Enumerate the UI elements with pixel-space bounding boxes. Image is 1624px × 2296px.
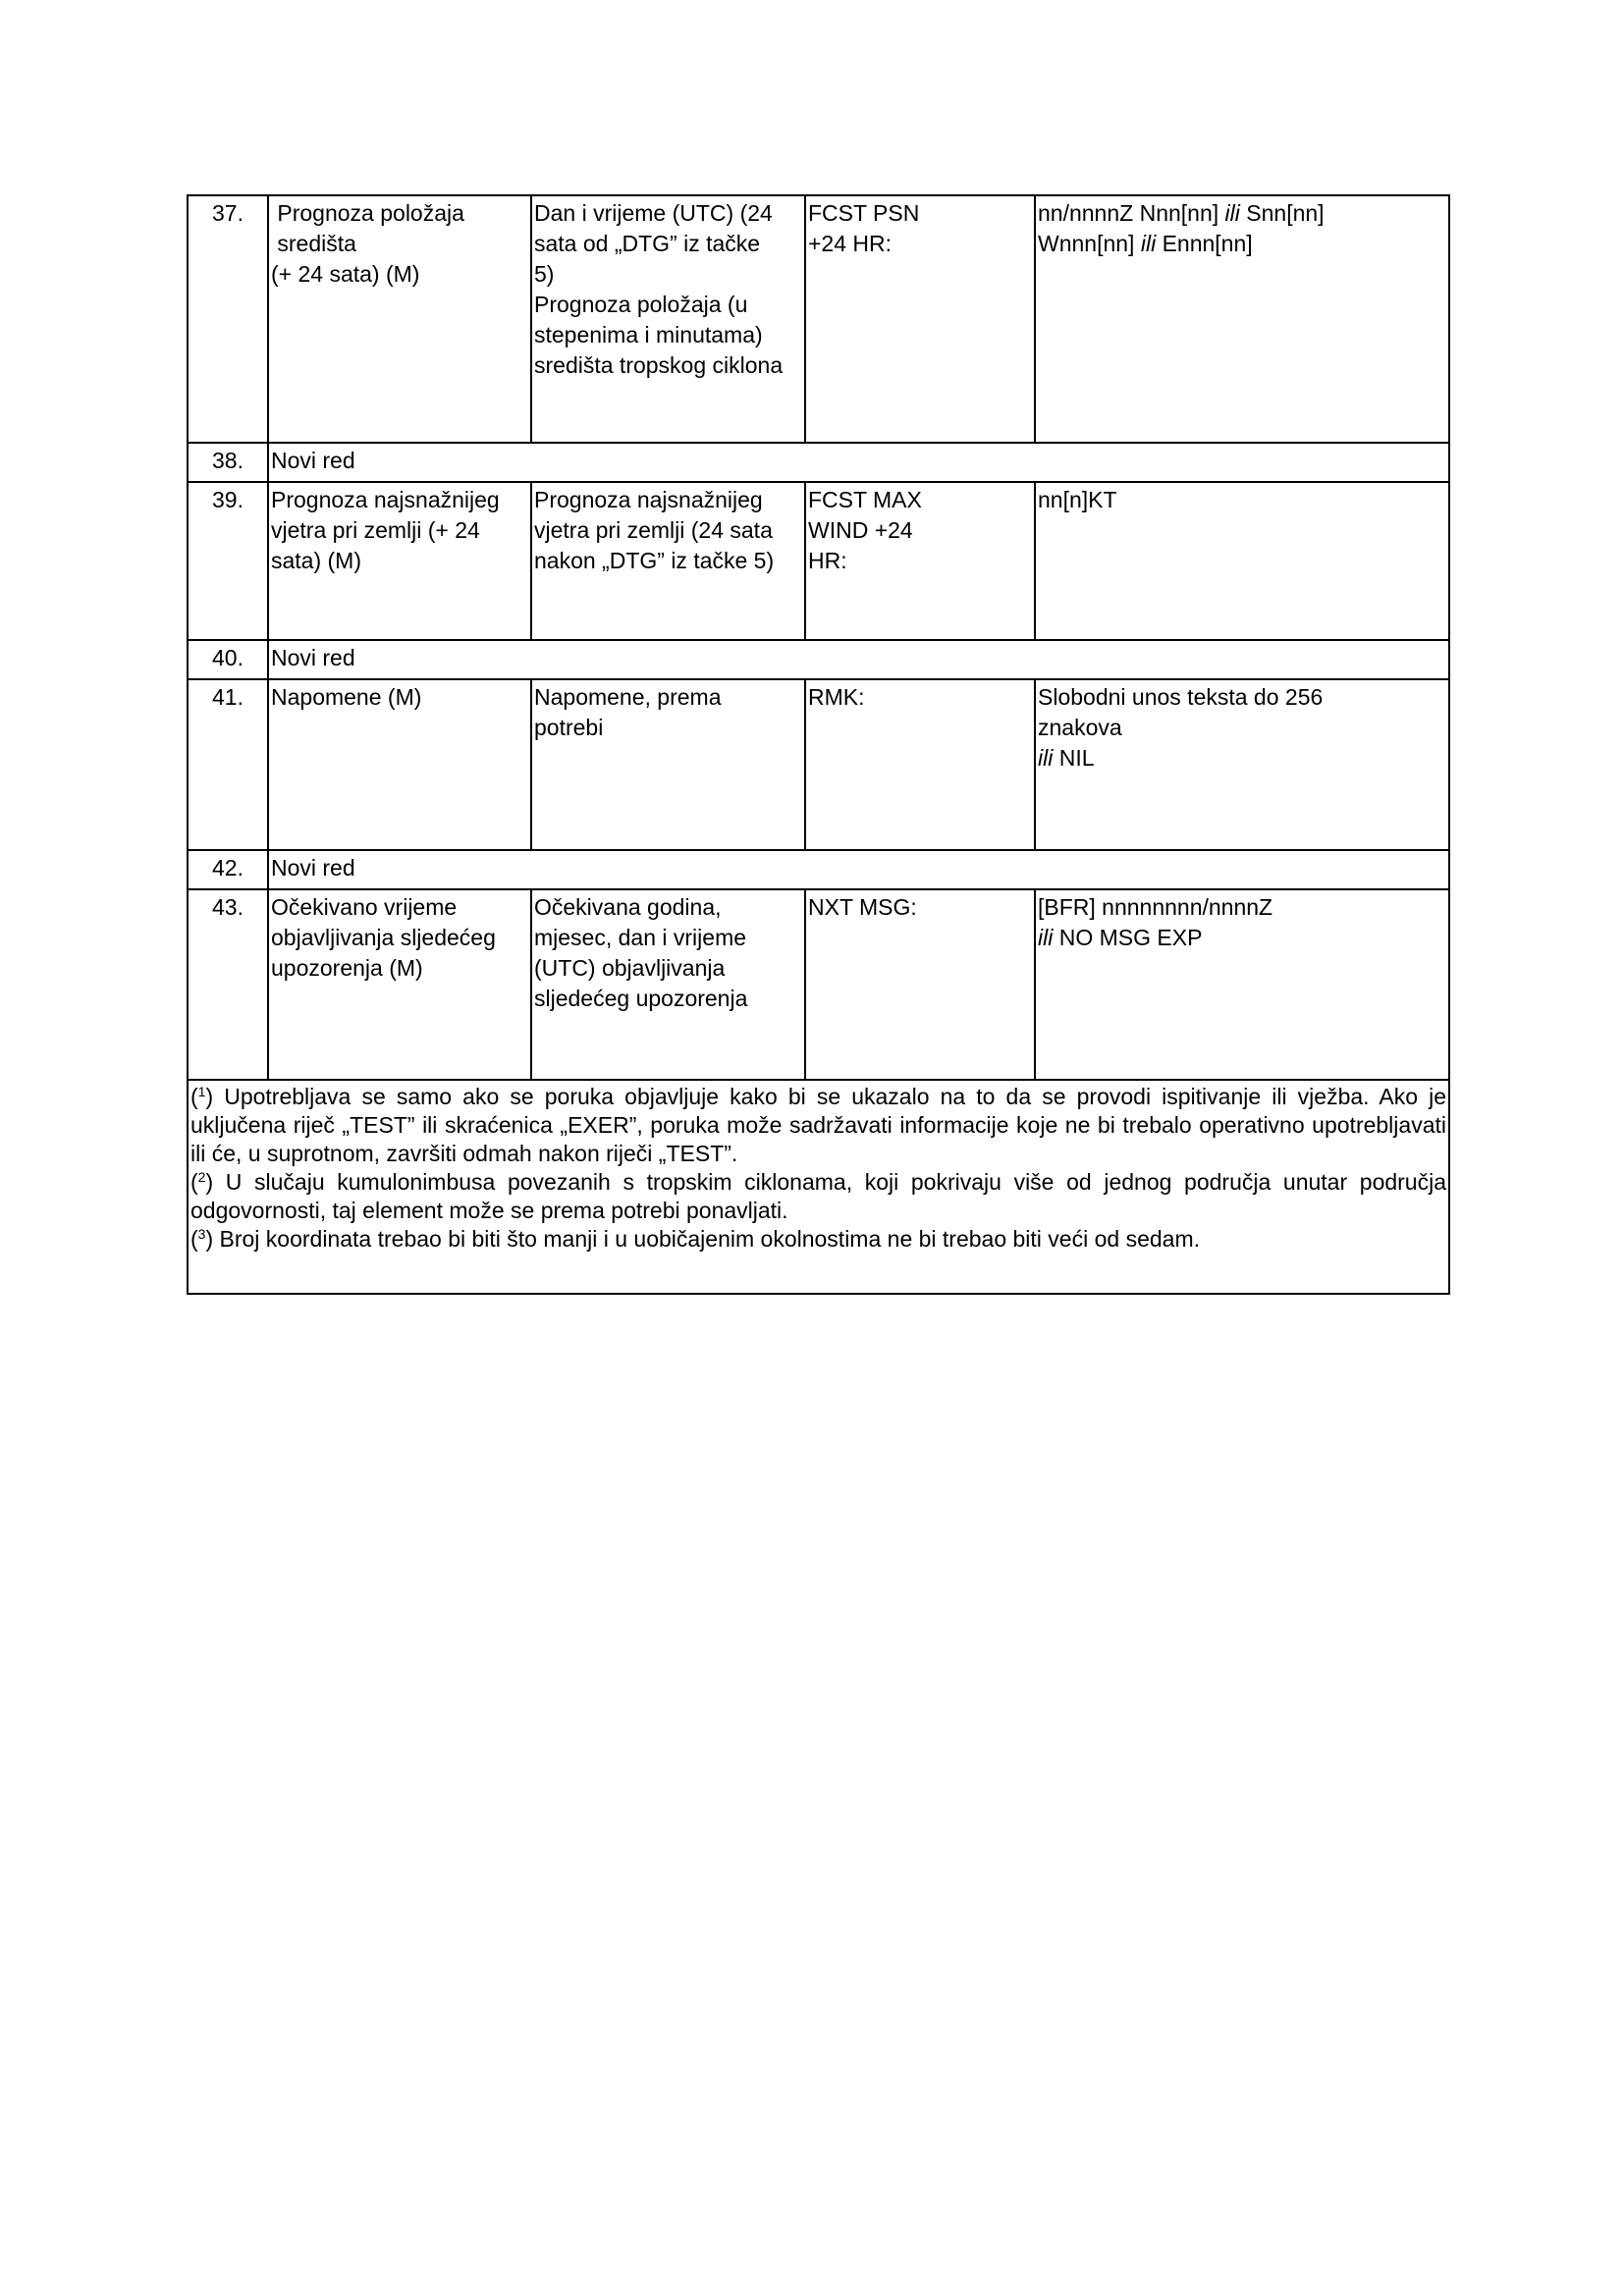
template-cell: FCST PSN +24 HR: [805,195,1035,443]
element-cell: Napomene (M) [268,679,531,850]
value-cell: Slobodni unos teksta do 256 znakova ili NIL [1035,679,1449,850]
row-number: 41. [188,679,268,850]
value-cell: nn[n]KT [1035,482,1449,640]
description-cell: Prognoza najsnažnijeg vjetra pri zemlji (24 sata nakon „DTG” iz tačke 5) [531,482,805,640]
template-cell: RMK: [805,679,1035,850]
footnotes-cell [188,1080,1449,1294]
row-number: 40. [188,640,268,679]
new-line-cell: Novi red [268,640,1449,679]
element-cell: Prognoza položaja središta (+ 24 sata) (M) [268,195,531,443]
row-number: 37. [188,195,268,443]
template-cell: NXT MSG: [805,889,1035,1080]
description-cell: Napomene, prema potrebi [531,679,805,850]
element-cell: Očekivano vrijeme objavljivanja sljedećeg upozorenja (M) [268,889,531,1080]
row-number: 39. [188,482,268,640]
footnote-2: ($^2$) U slučaju kumulonimbusa povezanih s tropskim ciklonama, koji pokrivaju više od jednog područja unutar područja odgovornosti, taj element može se prema potrebi ponavljati. [190,1169,1446,1223]
row-number: 38. [188,443,268,482]
element-cell: Prognoza najsnažnijeg vjetra pri zemlji (+ 24 sata) (M) [268,482,531,640]
table-row-41 [188,679,1449,850]
table-row-38 [188,443,1449,482]
new-line-cell: Novi red [268,850,1449,889]
footnote-3: ($^3$) Broj koordinata trebao bi biti što manji i u uobičajenim okolnostima ne bi trebao biti veći od sedam. [190,1226,1200,1252]
message-format-table [187,194,1450,1295]
table-row-40 [188,640,1449,679]
description-cell: Očekivana godina, mjesec, dan i vrijeme (UTC) objavljivanja sljedećeg upozorenja [531,889,805,1080]
description-cell: Dan i vrijeme (UTC) (24 sata od „DTG” iz tačke 5) Prognoza položaja (u stepenima i minutama) središta tropskog ciklona [531,195,805,443]
table-row-37 [188,195,1449,443]
new-line-cell: Novi red [268,443,1449,482]
row-number: 43. [188,889,268,1080]
footnotes-row [188,1080,1449,1294]
table-row-42 [188,850,1449,889]
value-cell: nn/nnnnZ Nnn[nn] ili Snn[nn] Wnnn[nn] ili Ennn[nn] [1035,195,1449,443]
value-cell: [BFR] nnnnnnnn/nnnnZ ili NO MSG EXP [1035,889,1449,1080]
table-row-39 [188,482,1449,640]
table-row-43 [188,889,1449,1080]
row-number: 42. [188,850,268,889]
template-cell: FCST MAX WIND +24 HR: [805,482,1035,640]
footnote-1: ($^1$) Upotrebljava se samo ako se poruka objavljuje kako bi se ukazalo na to da se provodi ispitivanje ili vježba. Ako je uključena riječ „TEST” ili skraćenica „EXER”, poruka može sadržavati informacije koje ne bi trebalo operativno upotrebljavati ili će, u suprotnom, završiti odmah nakon riječi „TEST”. [190,1084,1446,1166]
